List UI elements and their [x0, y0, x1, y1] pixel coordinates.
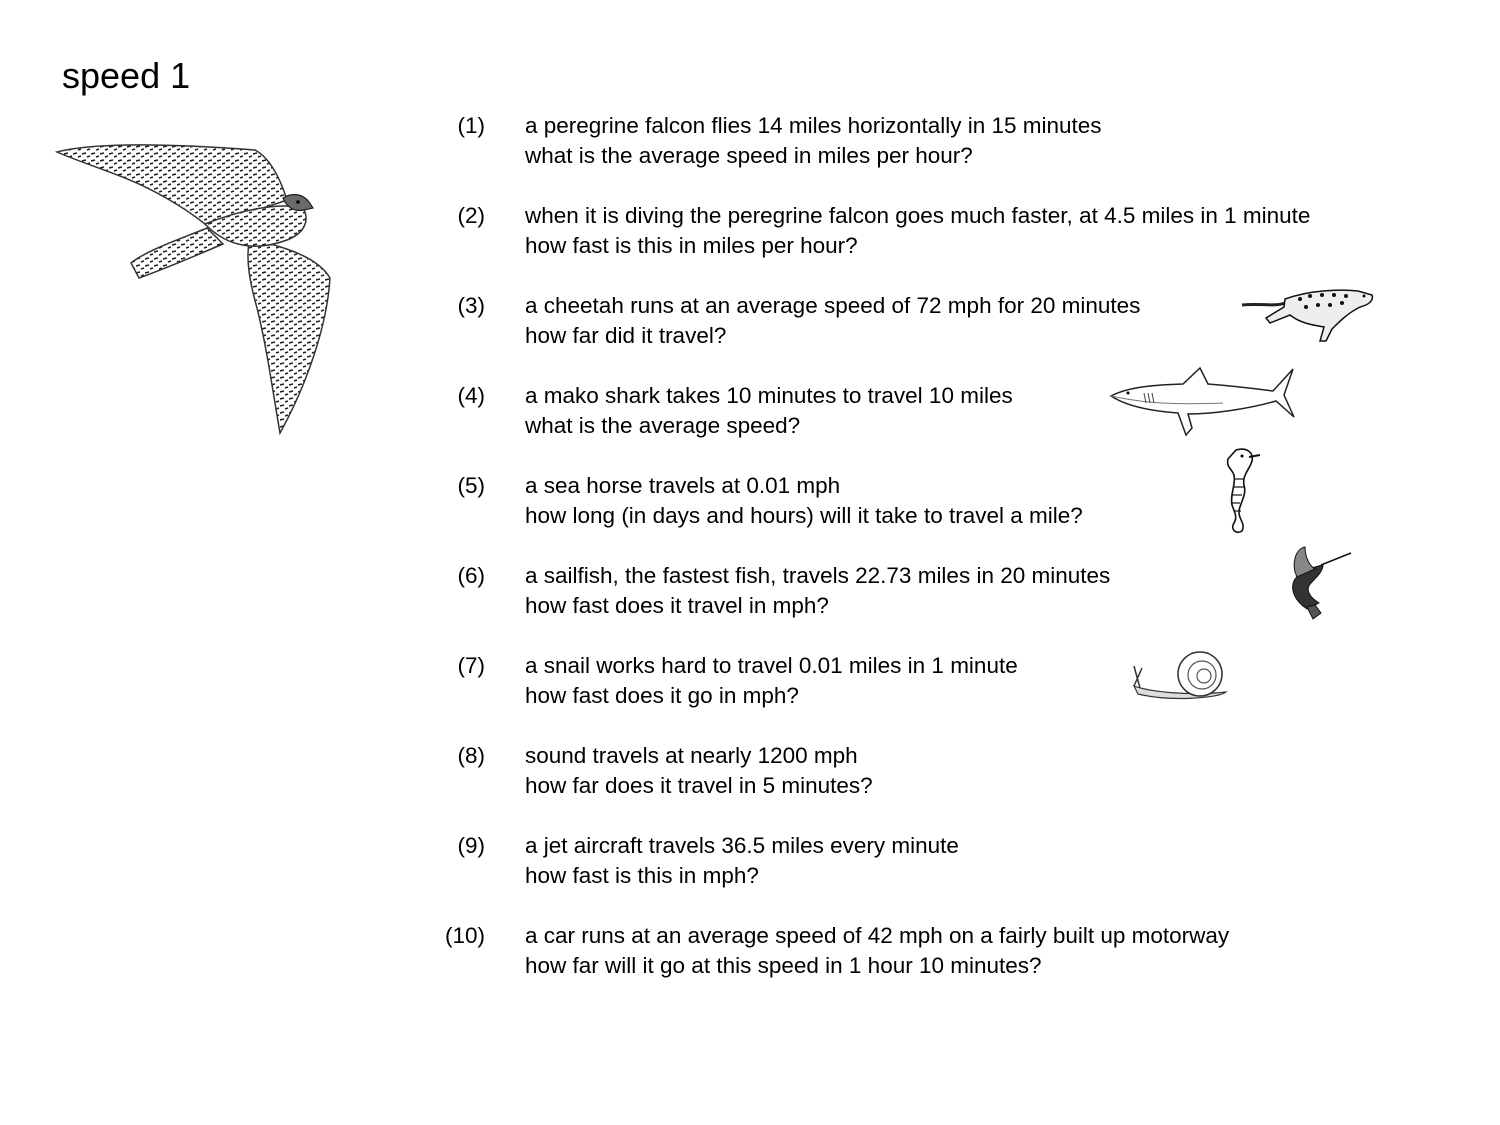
question-prompt: how long (in days and hours) will it take to travel a mile?	[525, 503, 1083, 528]
question-3	[0, 291, 1500, 351]
question-prompt: what is the average speed?	[525, 413, 801, 438]
question-number: (2)	[457, 203, 485, 228]
question-number: (10)	[444, 923, 485, 948]
question-prompt: how fast is this in miles per hour?	[525, 233, 858, 258]
question-text: a sailfish, the fastest fish, travels 22.73 miles in 20 minutes	[525, 563, 1111, 588]
question-7	[0, 651, 1500, 711]
question-5	[0, 471, 1500, 531]
question-prompt: what is the average speed in miles per hour?	[525, 143, 973, 168]
question-text: a peregrine falcon flies 14 miles horizontally in 15 minutes	[525, 113, 1102, 138]
question-text: sound travels at nearly 1200 mph	[525, 743, 858, 768]
question-number: (6)	[457, 563, 485, 588]
question-text: when it is diving the peregrine falcon goes much faster, at 4.5 miles in 1 minute	[525, 203, 1311, 228]
question-4	[0, 381, 1500, 441]
question-text: a jet aircraft travels 36.5 miles every minute	[525, 833, 959, 858]
question-prompt: how fast does it travel in mph?	[525, 593, 829, 618]
question-number: (1)	[457, 113, 485, 138]
question-prompt: how fast does it go in mph?	[525, 683, 799, 708]
question-1	[0, 111, 1500, 171]
question-prompt: how far will it go at this speed in 1 hour 10 minutes?	[525, 953, 1042, 978]
question-text: a sea horse travels at 0.01 mph	[525, 473, 841, 498]
question-prompt: how fast is this in mph?	[525, 863, 759, 888]
question-text: a cheetah runs at an average speed of 72 mph for 20 minutes	[525, 293, 1141, 318]
page-title: speed 1	[62, 55, 191, 96]
question-2	[0, 201, 1500, 261]
question-prompt: how far does it travel in 5 minutes?	[525, 773, 873, 798]
question-9	[0, 831, 1500, 891]
question-number: (8)	[457, 743, 485, 768]
question-number: (3)	[457, 293, 485, 318]
question-number: (9)	[457, 833, 485, 858]
question-text: a mako shark takes 10 minutes to travel 10 miles	[525, 383, 1013, 408]
question-6	[0, 561, 1500, 621]
question-number: (5)	[457, 473, 485, 498]
question-prompt: how far did it travel?	[525, 323, 727, 348]
question-number: (4)	[457, 383, 485, 408]
question-text: a snail works hard to travel 0.01 miles in 1 minute	[525, 653, 1018, 678]
question-8	[0, 741, 1500, 801]
question-text: a car runs at an average speed of 42 mph on a fairly built up motorway	[525, 923, 1230, 948]
question-10	[0, 921, 1500, 981]
question-number: (7)	[457, 653, 485, 678]
